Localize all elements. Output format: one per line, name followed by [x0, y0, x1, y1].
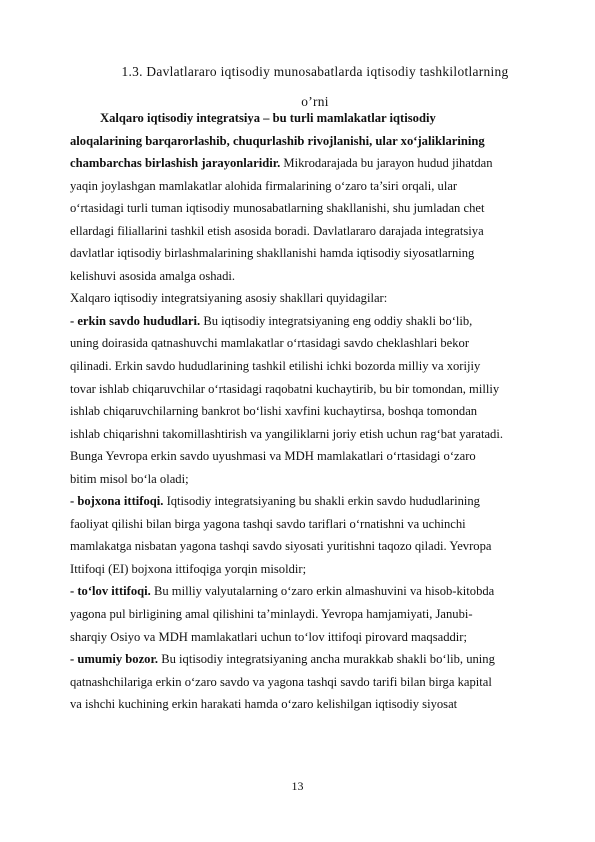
paragraph-1-line: ellardagi filiallarini tashkil etish asosida boradi. Davlatlararo darajada integratsiya [70, 223, 484, 238]
paragraph-text: Bu iqtisodiy integratsiyaning ancha murakkab shakli bo‘lib, uning [158, 652, 495, 667]
page-number: 13 [291, 779, 304, 793]
paragraph-3-line: bitim misol bo‘la oladi; [70, 471, 189, 486]
paragraph-3-line: ishlab chiqaruvchilarning bankrot bo‘lishi xavfini kuchaytirsa, boshqa tomondan [70, 404, 478, 419]
term-customs-union: - bojxona ittifoqi. [70, 494, 164, 509]
paragraph-3-line: tovar ishlab chiqaruvchilar o‘rtasidagi raqobatni kuchaytirib, bu bir tomondan, milliy [70, 381, 500, 396]
paragraph-3-line: uning doirasida qatnashuvchi mamlakatlar o‘rtasidagi savdo cheklashlari bekor [70, 336, 470, 351]
paragraph-1-line [70, 130, 554, 153]
paragraph-1-line: kelishuvi asosida amalga oshadi. [70, 268, 236, 283]
paragraph-1-line: o‘rtasidagi turli tuman iqtisodiy munosabatlarning shakllanishi, shu jumladan chet [70, 201, 485, 216]
paragraph-6-line [70, 648, 554, 671]
paragraph-text: Iqtisodiy integratsiyaning bu shakli erkin savdo hududlarining [163, 494, 480, 509]
paragraph-3-line: ishlab chiqarishni takomillashtirish va yangiliklarni joriy etish uchun rag‘bat yaratadi. [70, 426, 503, 441]
paragraph-3-line: Bunga Yevropa erkin savdo uyushmasi va MDH mamlakatlari o‘rtasidagi o‘zaro [70, 449, 476, 464]
definition-bold: chambarchas birlashish jarayonlaridir. [70, 156, 281, 171]
paragraph-4-line: Ittifoqi (EI) bojxona ittifoqiga yorqin misoldir; [70, 561, 307, 576]
section-title-line-2: o’rni [301, 94, 329, 109]
definition-bold: Xalqaro iqtisodiy integratsiya – bu turli mamlakatlar iqtisodiy [100, 111, 436, 125]
term-payment-union: - to‘lov ittifoqi. [70, 584, 151, 599]
paragraph-3-line: qilinadi. Erkin savdo hududlarining tashkil etilishi ichki bozorda milliy va xorijiy [70, 359, 481, 374]
definition-bold: aloqalarining barqarorlashib, chuqurlashib rivojlanishi, ular xo‘jaliklarining [70, 133, 485, 148]
paragraph-4-line: mamlakatga nisbatan yagona tashqi savdo siyosati yuritishni taqozo qiladi. Yevropa [70, 539, 492, 554]
paragraph-1-line: davlatlar iqtisodiy birlashmalarining shakllanishi hamda iqtisodiy siyosatlarning [70, 246, 475, 261]
section-title-line-1: 1.3. Davlatlararo iqtisodiy munosabatlarda iqtisodiy tashkilotlarning [121, 64, 509, 79]
paragraph-3-line [70, 310, 554, 333]
paragraph-text: Bu iqtisodiy integratsiyaning eng oddiy shakli bo‘lib, [200, 313, 473, 328]
paragraph-1-line [70, 152, 554, 175]
paragraph-6-line: qatnashchilariga erkin o‘zaro savdo va yagona tashqi savdo tarifi bilan birga kapital [70, 674, 492, 689]
paragraph-1-line [70, 107, 554, 130]
paragraph-text: Mikrodarajada bu jarayon hudud jihatdan [280, 156, 493, 171]
paragraph-5-line [70, 580, 554, 603]
paragraph-4-line [70, 490, 554, 513]
paragraph-5-line: sharqiy Osiyo va MDH mamlakatlari uchun to‘lov ittifoqi pirovard maqsaddir; [70, 629, 467, 644]
paragraph-4-line: faoliyat qilishi bilan birga yagona tashqi savdo tariflari o‘rnatishni va uchinchi [70, 516, 466, 531]
term-free-trade-zones: - erkin savdo hududlari. [70, 313, 201, 328]
paragraph-6-line: va ishchi kuchining erkin harakati hamda o‘zaro kelishilgan iqtisodiy siyosat [70, 697, 458, 712]
paragraph-1-line: yaqin joylashgan mamlakatlar alohida firmalarining o‘zaro ta’siri orqali, ular [70, 178, 458, 193]
paragraph-2-line: Xalqaro iqtisodiy integratsiyaning asosiy shakllari quyidagilar: [70, 291, 388, 306]
paragraph-5-line: yagona pul birligining amal qilishini ta’minlaydi. Yevropa hamjamiyati, Janubi- [70, 607, 473, 622]
term-common-market: - umumiy bozor. [70, 652, 159, 667]
body-text [70, 107, 554, 716]
paragraph-text: Bu milliy valyutalarning o‘zaro erkin almashuvini va hisob-kitobda [150, 584, 495, 599]
